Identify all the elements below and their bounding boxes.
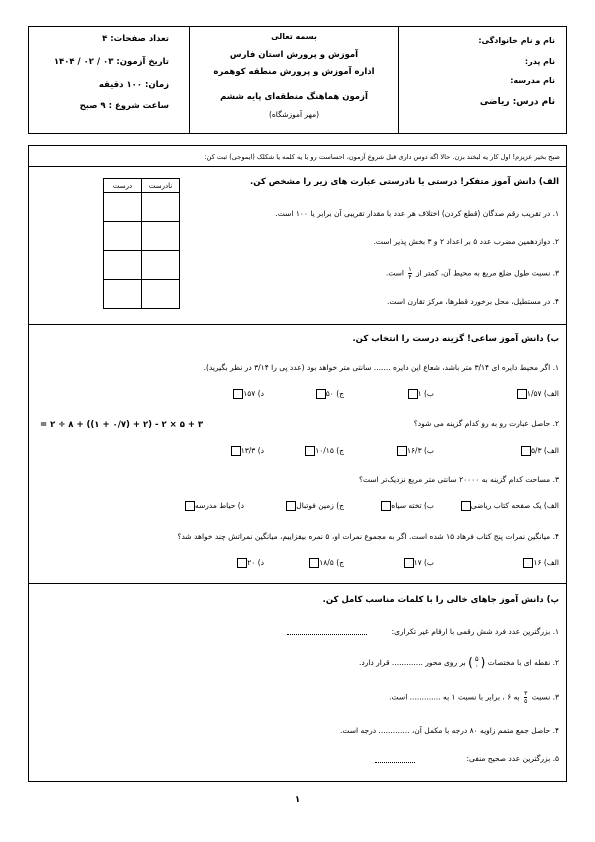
pages-count: تعداد صفحات: ۴: [102, 34, 169, 44]
exam-date: تاریخ آزمون: ۰۳ / ۰۲ / ۱۴۰۴: [53, 57, 169, 67]
section-a-item-3: [386, 266, 559, 281]
col-true-header: درست: [104, 179, 142, 193]
section-a-item-4: ۴. در مستطیل، محل برخورد قطرها، مرکز تقارن است.: [387, 297, 559, 306]
answer-cell[interactable]: [104, 193, 142, 222]
option-text: د) ۲۰: [247, 558, 264, 567]
option-checkbox[interactable]: [286, 501, 296, 511]
father-name-label: نام پدر:: [524, 57, 555, 66]
answer-cell[interactable]: [142, 251, 180, 280]
option-checkbox[interactable]: [185, 501, 195, 511]
col-false-header: نادرست: [142, 179, 180, 193]
page-number: ۱: [294, 795, 301, 805]
option-text: ب) ۱: [417, 389, 434, 398]
q2-options: [39, 446, 559, 458]
section-c-q3: [389, 690, 559, 705]
answer-blank-line[interactable]: [287, 634, 367, 635]
option-checkbox[interactable]: [231, 446, 241, 456]
exam-duration: زمان: ۱۰۰ دقیقه: [98, 80, 169, 90]
option-checkbox[interactable]: [461, 501, 471, 511]
section-b-q1: ۱. اگر محیط دایره ای ۳/۱۴ متر باشد، شعاع این دایره ....... سانتی متر خواهد بود (عدد پی را ۳/۱۴ در نظر بگیرید).: [203, 363, 559, 372]
answer-cell[interactable]: [142, 222, 180, 251]
exam-start-time: ساعت شروع : ۹ صبح: [79, 101, 169, 111]
answer-cell[interactable]: [104, 280, 142, 309]
option-text: د) ۱۳/۳: [240, 446, 264, 455]
header-basmala: بسمه تعالی: [271, 32, 317, 41]
q4-options: [39, 558, 559, 570]
intro-divider: [28, 166, 567, 167]
course-name-label: نام درس: ریاضی: [479, 97, 555, 107]
section-c-q3-text: ۳. نسبت: [531, 692, 559, 702]
section-b-q3: ۳. مساحت کدام گزینه به ۲۰۰۰۰ سانتی متر مربع نزدیک‌تر است؟: [359, 475, 559, 484]
section-c-q3-end: به ۶ ، برابر با نسبت ۱ به ............. است.: [389, 692, 520, 702]
section-c-q2-end: بر روی محور ............. قرار دارد.: [358, 658, 466, 667]
option-checkbox[interactable]: [523, 558, 533, 568]
option-checkbox[interactable]: [309, 558, 319, 568]
option-text: ب) تخته سیاه: [391, 501, 434, 510]
option-text: ج) زمین فوتبال: [296, 501, 344, 510]
section-a-item-3-end: است.: [385, 268, 404, 278]
section-a-divider: [28, 324, 567, 325]
option-checkbox[interactable]: [404, 558, 414, 568]
section-b-q2: ۲. حاصل عبارت رو به رو کدام گزینه می شود؟: [413, 419, 559, 428]
student-name-label: نام و نام خانوادگی:: [478, 36, 555, 45]
option-checkbox[interactable]: [233, 389, 243, 399]
section-b-title: ب) دانش آموز ساعی! گزینه درست را انتخاب کن.: [352, 334, 559, 344]
option-checkbox[interactable]: [305, 446, 315, 456]
header-divider-right: [398, 26, 399, 134]
answer-cell[interactable]: [142, 193, 180, 222]
section-a-item-1: ۱. در تقریب رقم صدگان (قطع کردن) اختلاف هر عدد با مقدار تقریبی آن برابر یا ۱۰۰ است.: [275, 209, 559, 218]
q2-expression: = ۲ ÷ ۸ + ((۱ + ۰/۷) + ۲) - ۲ × ۵ + ۳: [40, 420, 204, 430]
fraction-one-quarter: $\frac{۱}{۴}$: [408, 266, 412, 281]
section-c-title: پ) دانش آموز جاهای خالی را با کلمات مناسب کامل کن.: [322, 595, 559, 605]
q3-options: [39, 501, 559, 513]
answer-cell[interactable]: [104, 222, 142, 251]
header-school-seal: (مهر آموزشگاه): [268, 110, 320, 119]
option-text: الف) ۵/۳: [530, 446, 559, 455]
header-org-region: اداره آموزش و پرورش منطقه کوهمره: [213, 67, 375, 77]
intro-message: صبح بخیر عزیزم! اول کار یه لبخند بزن. حالا اگه دوس داری قبل شروع آزمون، احساست رو با یه کلمه یا شکلک (ایموجی) ثبت کن:: [204, 153, 560, 161]
option-checkbox[interactable]: [381, 501, 391, 511]
true-false-table: [103, 178, 180, 309]
answer-blank-line[interactable]: [375, 762, 415, 763]
option-checkbox[interactable]: [316, 389, 326, 399]
option-text: الف) ۱/۵۷: [526, 389, 559, 398]
option-text: ج) ۵۰: [325, 389, 344, 398]
q1-options: [39, 389, 559, 401]
option-text: الف) ۱۶: [533, 558, 559, 567]
option-text: د) حیاط مدرسه: [194, 501, 244, 510]
option-text: د) ۱۵۷: [243, 389, 264, 398]
option-text: ج) ۱۸/۵: [319, 558, 344, 567]
header-org-province: آموزش و پرورش استان فارس: [229, 50, 359, 60]
section-c-q4: ۴. حاصل جمع متمم زاویه ۸۰ درجه با مکمل آن، ............. درجه است.: [340, 726, 559, 735]
section-c-q1: [392, 627, 559, 637]
section-b-q4: ۴. میانگین نمرات پنج کتاب فرهاد ۱۵ شده است. اگر به مجموع نمرات او، ۵ نمره بیفزاییم، میانگین نمراتش چند خواهد شد؟: [177, 532, 559, 541]
header-divider-left: [189, 26, 190, 134]
section-c-q5: ۵. بزرگترین عدد صحیح منفی:: [466, 754, 559, 763]
option-text: ب) ۱۷: [413, 558, 434, 567]
option-text: ج) ۱۰/۱۵: [315, 446, 344, 455]
option-checkbox[interactable]: [397, 446, 407, 456]
option-checkbox[interactable]: [517, 389, 527, 399]
option-text: ب) ۱۶/۳: [407, 446, 434, 455]
header-exam-title: آزمون هماهنگ منطقه‌ای پایه ششم: [220, 92, 368, 102]
section-a-title: الف) دانش آموز متفکر! درستی یا نادرستی عبارت های زیر را مشخص کن.: [249, 177, 559, 187]
answer-cell[interactable]: [142, 280, 180, 309]
section-b-divider: [28, 583, 567, 584]
fraction-three-fifths: $\frac{۳}{۵}$: [524, 690, 528, 705]
school-name-label: نام مدرسه:: [510, 76, 555, 85]
section-c-q2-text: ۲. نقطه ای با مختصات: [487, 658, 559, 667]
section-a-item-3-text: ۳. نسبت طول ضلع مربع به محیط آن، کمتر از: [415, 268, 559, 278]
option-text: الف) یک صفحه کتاب ریاضی: [470, 501, 559, 510]
option-checkbox[interactable]: [521, 446, 531, 456]
answer-cell[interactable]: [104, 251, 142, 280]
option-checkbox[interactable]: [408, 389, 418, 399]
section-a-item-2: ۲. دوازدهمین مضرب عدد ۵ بر اعداد ۲ و ۳ بخش پذیر است.: [373, 237, 559, 246]
section-c-q1-text: ۱. بزرگترین عدد فرد شش رقمی با ارقام غیر تکراری:: [391, 627, 559, 636]
option-checkbox[interactable]: [237, 558, 247, 568]
section-c-q2: [359, 656, 559, 670]
coordinate-vector: ( ۵ ۰ ): [468, 655, 486, 670]
